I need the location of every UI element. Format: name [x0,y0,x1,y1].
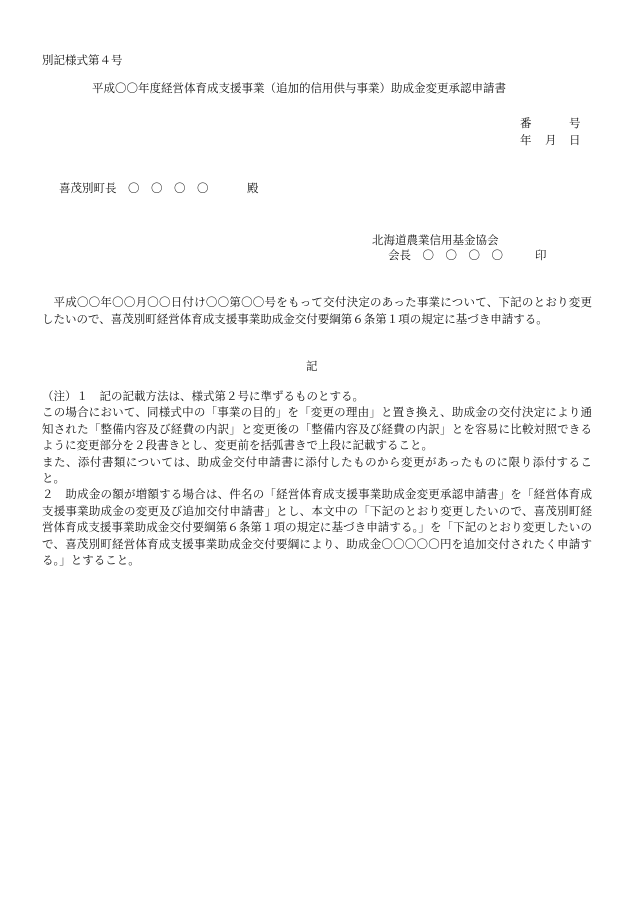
number-label: 番 [520,116,532,130]
date-month-label: 月 [545,133,557,147]
document-title: 平成〇〇年度経営体育成支援事業（追加的信用供与事業）助成金変更承認申請書 [92,81,506,95]
note-1-continuation-2: また、添付書類については、助成金交付申請書に添付したものから変更があったものに限り添付すること。 [42,454,592,486]
date-year-label: 年 [520,133,532,147]
sender-organization: 北海道農業信用基金協会 [372,233,499,247]
form-number-label: 別記様式第４号 [42,53,123,67]
note-2: ２ 助成金の額が増額する場合は、件名の「経営体育成支援事業助成金変更承認申請書」を「経営体育成支援事業助成金の変更及び追加交付申請書」とし、本文中の「下記のとおり変更したいので、喜茂別町経営体育成支援事業助成金交付要綱第６条第１項の規定に基づき申請する。」を「下記のとおり変更したいので、喜茂別町経営体育成支援事業助成金交付要綱により、助成金〇〇〇〇〇円を追加交付されたく申請する。」とすること。 [42,487,592,568]
seal-mark: 印 [535,248,547,262]
addressee-honorific: 殿 [247,181,259,195]
sender-name: 会長 〇 〇 〇 〇 [388,248,503,262]
note-1: （注）１ 記の記載方法は、様式第２号に準ずるものとする。 [42,389,364,403]
note-1-continuation-1: この場合において、同様式中の「事業の目的」を「変更の理由」と置き換え、助成金の交付決定により通知された「整備内容及び経費の内訳」と変更後の「整備内容及び経費の内訳」とを容易に比較対照できるように変更部分を２段書きとし、変更前を括弧書きで上段に記載すること。 [42,405,592,453]
date-day-label: 日 [569,133,581,147]
ki-heading: 記 [306,359,318,373]
addressee-name: 喜茂別町長 〇 〇 〇 〇 [59,181,209,195]
number-suffix-label: 号 [569,116,581,130]
body-paragraph: 平成〇〇年〇〇月〇〇日付け〇〇第〇〇号をもって交付決定のあった事業について、下記のとおり変更したいので、喜茂別町経営体育成支援事業助成金交付要綱第６条第１項の規定に基づき申請する。 [42,295,592,326]
notes-section [42,388,592,568]
